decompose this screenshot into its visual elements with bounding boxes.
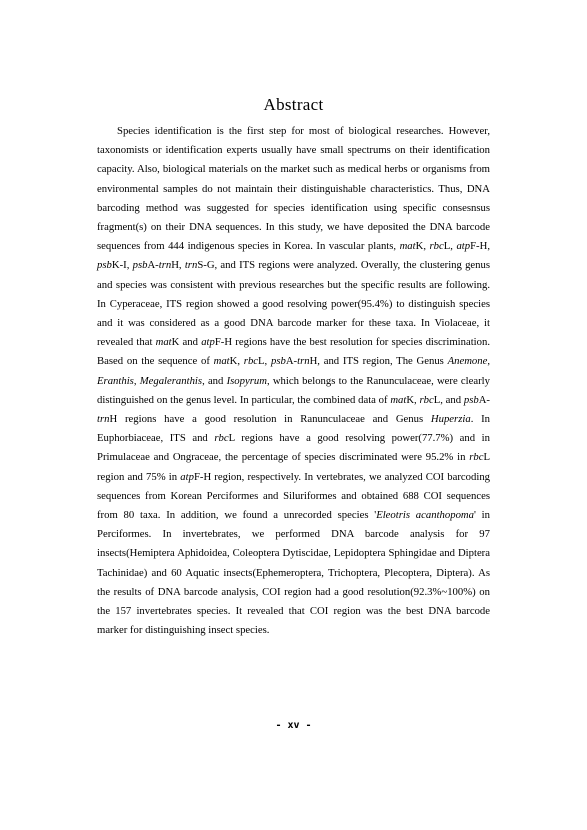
abstract-text-run: H regions have a good resolution in Ranunculaceae and Genus [109, 413, 431, 426]
abstract-text-run: K, [406, 393, 420, 406]
abstract-italic-term: trn [158, 259, 172, 272]
abstract-italic-term: atp [180, 470, 194, 483]
abstract-text-run: L, [258, 355, 271, 368]
abstract-italic-term: trn [184, 259, 198, 272]
page-title: Abstract [263, 95, 324, 114]
abstract-text-run: , [487, 355, 491, 368]
abstract-italic-term: psb [132, 259, 148, 272]
abstract-text-run: H, and ITS region, The Genus [309, 355, 448, 368]
abstract-italic-term: trn [97, 413, 110, 426]
page-number: - xv - [275, 720, 312, 731]
abstract-text-run: K-I, [111, 259, 133, 272]
abstract-text-run: L regions have a good resolving power(77.7%) and in Primulaceae and Ongraceae, the percentage of species discriminated were 95.2% in [97, 432, 490, 464]
abstract-text-run: F-H, [470, 240, 491, 253]
abstract-italic-term: trn [297, 355, 310, 368]
abstract-text-run: L region and 75% in [97, 451, 490, 483]
abstract-italic-term: psb [97, 259, 112, 272]
abstract-italic-term: atp [456, 240, 471, 253]
abstract-text-run: K, [229, 355, 244, 368]
abstract-text-run: F-H region, respectively. In vertebrates, we analyzed COI barcoding sequences from Korean Perciformes and Siluriformes and obtained 688 COI sequences from 80 taxa. In addition, we found a unrecorded species ' [97, 470, 491, 522]
abstract-italic-term: mat [390, 393, 407, 406]
abstract-italic-term: psb [463, 393, 479, 406]
abstract-text-run: L, [443, 240, 457, 253]
abstract-italic-term: rbc [243, 355, 259, 368]
abstract-text-run: K, [415, 240, 430, 253]
abstract-italic-term: rbc [419, 393, 434, 406]
abstract-text-run: S-G, and ITS regions were analyzed. Overally, the clustering genus and species was consistent with previous researches but the specific results are following. In Cyperaceae, ITS region showed a good resolving power(95.4%) to distinguish species and it was considered as a good DNA barcode marker for these taxa. In Violaceae, it revealed that [97, 259, 491, 349]
abstract-italic-term: Eranthis [97, 374, 134, 387]
abstract-text-run: F-H regions have the best resolution for species discrimination. Based on the sequence of [97, 336, 491, 368]
abstract-text-run: ' in Perciformes. In invertebrates, we performed DNA barcode analysis for 97 insects(Hemiptera Aphidoidea, Coleoptera Dytiscidae, Lepidoptera Sphingidae and Diptera Tachinidae) and 60 Aquatic insects(Ephemeroptera, Trichoptera, Plecoptera, Diptera). As the results of DNA barcode analysis, COI region had a good resolution(92.3%~100%) on the 157 invertebrates species. It revealed that COI region was the best DNA barcode marker for distinguishing insect species. [97, 509, 490, 637]
abstract-italic-term: rbc [214, 432, 229, 445]
abstract-text-run: K and [171, 336, 202, 349]
abstract-text-run: , [133, 374, 140, 387]
abstract-paragraph [97, 122, 490, 640]
abstract-text-run: L, and [433, 393, 464, 406]
abstract-text-run: . In Euphorbiaceae, ITS and [97, 413, 491, 445]
abstract-italic-term: rbc [469, 451, 484, 464]
abstract-italic-term: atp [201, 336, 215, 349]
abstract-italic-term: mat [213, 355, 230, 368]
abstract-italic-term: Huperzia [430, 413, 471, 426]
abstract-text-run: , which belongs to the Ranunculaceae, were clearly distinguished on the genus level. In particular, the combined data of [97, 374, 490, 406]
abstract-italic-term: Megaleranthis [139, 374, 203, 387]
abstract-text-run: A- [478, 393, 490, 406]
abstract-text-run: H, [171, 259, 185, 272]
abstract-text-run: A- [147, 259, 159, 272]
abstract-text-run: A- [285, 355, 298, 368]
abstract-text-run: , and [202, 374, 227, 387]
abstract-italic-term: Anemone [447, 355, 488, 368]
abstract-italic-term: mat [399, 240, 416, 253]
abstract-italic-term: psb [270, 355, 286, 368]
abstract-italic-term: rbc [429, 240, 444, 253]
abstract-italic-term: mat [155, 336, 172, 349]
abstract-italic-term: Isopyrum [226, 374, 267, 387]
abstract-italic-term: Eleotris acanthopoma [376, 509, 474, 522]
abstract-text-run: Species identification is the first step for most of biological researches. However, taxonomists or identification experts usually have small spectrums on their identification capacity. Also, biological materials on the market such as medical herbs or organisms from environmental samples do not maintain their distinguishable characteristics. Thus, DNA barcoding method was suggested for species identification using specific consesnsus fragment(s) on their DNA sequences. In this study, we have deposited the DNA barcode sequences from 444 indigenous species in Korea. In vascular plants, [97, 125, 490, 253]
